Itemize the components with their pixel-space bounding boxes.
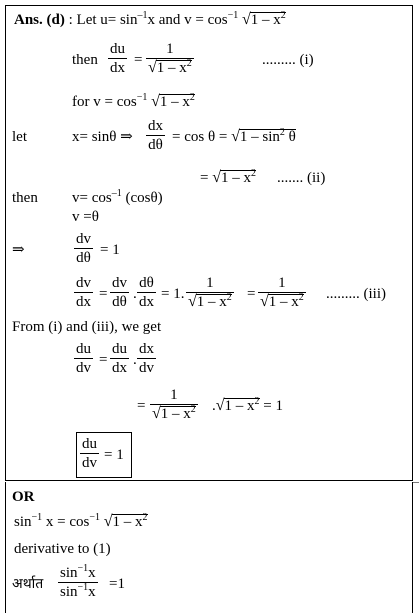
square-superscript: 2 — [280, 10, 286, 21]
equals-sign: = — [137, 398, 146, 414]
denominator: dx — [112, 360, 127, 376]
numerator: 1 — [278, 275, 286, 291]
cos-theta-text: = cos θ = — [172, 129, 228, 145]
box-divider-dash — [413, 482, 419, 483]
denominator: $√1 - x^2$ — [152, 404, 196, 422]
du-dv-fraction — [74, 341, 93, 376]
denominator: dx — [110, 60, 125, 76]
numerator — [58, 565, 98, 581]
numerator: dv — [76, 231, 91, 247]
v-cos-cos-line — [72, 190, 163, 206]
square-superscript: 2 — [186, 58, 192, 69]
equation-tag-i: ......... (i) — [262, 52, 314, 68]
radicand-text: 1 – x — [156, 60, 187, 76]
numerator: dv — [112, 275, 127, 291]
derivative-text: derivative to (1) — [14, 541, 111, 557]
denominator: dx — [139, 294, 154, 310]
denominator — [58, 584, 98, 600]
equals-one: = 1 — [104, 447, 124, 463]
answer-label: Ans. (d) — [14, 12, 65, 28]
inverse-superscript: −1 — [77, 582, 89, 593]
x-sin-theta: x= sinθ ⇒ — [72, 129, 133, 145]
let-u-text: : Let u= sin — [64, 12, 138, 28]
radicand-text: 1 – x — [159, 94, 190, 110]
equals-one-final: =1 — [109, 576, 125, 592]
then-label-2: then — [12, 190, 38, 206]
root-expr-ii: = $√1 - x^2$ — [200, 168, 256, 186]
numerator: 1 — [166, 41, 174, 57]
numerator: 1 — [170, 387, 178, 403]
equals-sign: = — [247, 286, 256, 302]
denominator: dθ — [76, 250, 91, 266]
inverse-superscript: −1 — [89, 512, 101, 523]
square-superscript: 2 — [190, 404, 196, 415]
square-superscript: 2 — [142, 512, 148, 523]
square-superscript: 2 — [279, 127, 285, 138]
identity-line: $\sin^{-1} x = \cos^{-1} √1 - x^2$ — [14, 512, 148, 530]
square-superscript: 2 — [189, 92, 195, 103]
radicand-text: 1 – x — [160, 406, 191, 422]
denominator: $√1 - x^2$ — [148, 58, 192, 76]
radicand-text: 1 – x — [268, 294, 299, 310]
inverse-superscript: –1 — [111, 188, 122, 199]
sin-inv-ratio-fraction — [58, 565, 98, 600]
one-over-root-fraction — [146, 41, 194, 76]
denominator: dθ — [112, 294, 127, 310]
radicand-text: 1 – x — [224, 398, 255, 414]
inverse-superscript: −1 — [77, 563, 89, 574]
inverse-superscript: −1 — [31, 512, 43, 523]
dx-dtheta-fraction — [146, 118, 165, 153]
solution-box — [5, 5, 413, 481]
arthat-text: अर्थात — [12, 576, 44, 592]
equals-sign: = — [99, 286, 108, 302]
equation-tag-ii: ....... (ii) — [277, 170, 326, 186]
sin-text: sin — [60, 584, 78, 600]
for-v-line: for $v = \cos^{-1} √1 - x^2$ — [72, 92, 195, 110]
one-over-root-fraction-3 — [258, 275, 306, 310]
square-superscript: 2 — [226, 292, 232, 303]
dot-operator: . — [133, 352, 137, 368]
equals-sign: = — [134, 52, 143, 68]
one-over-root-fraction-4 — [150, 387, 198, 422]
numerator: dv — [76, 275, 91, 291]
square-superscript: 2 — [251, 168, 256, 179]
root-times-expr: $.√1 - x^2 = 1$ — [212, 396, 283, 414]
dtheta-dx-fraction — [137, 275, 156, 310]
dv-dx-fraction — [74, 275, 93, 310]
denominator: dv — [139, 360, 154, 376]
v-cos-text: v= cos — [72, 190, 112, 206]
from-text: From (i) and (iii), we get — [12, 319, 162, 335]
denominator: $√1 - x^2$ — [188, 292, 232, 310]
sin-text: sin — [60, 565, 78, 581]
equals-one-dot: = 1. — [161, 286, 185, 302]
du-dv-result-fraction — [80, 436, 99, 471]
du-dx-fraction — [108, 41, 127, 76]
radicand-text: 1 – x — [112, 514, 143, 530]
radicand-text: 1 – sin — [239, 129, 280, 145]
dot-operator: . — [133, 286, 137, 302]
square-superscript: 2 — [254, 396, 260, 407]
numerator: 1 — [206, 275, 214, 291]
inverse-superscript: −1 — [136, 92, 148, 103]
numerator: dx — [148, 118, 163, 134]
sqrt-sign: √ — [242, 11, 251, 28]
or-label: OR — [12, 489, 35, 505]
denominator: dv — [76, 360, 91, 376]
inverse-superscript: −1 — [227, 10, 239, 21]
radicand-text: 1 – x — [196, 294, 227, 310]
denominator: dv — [82, 455, 97, 471]
numerator: du — [82, 436, 97, 452]
numerator: dθ — [139, 275, 154, 291]
denominator: $√1 - x^2$ — [260, 292, 304, 310]
x-text: x — [88, 565, 96, 581]
equals-one: = 1 — [100, 242, 120, 258]
for-v-text: for v = cos — [72, 94, 137, 110]
x-text: x — [88, 584, 96, 600]
then-label-1: then — [72, 52, 98, 68]
one-over-root-fraction-2 — [186, 275, 234, 310]
numerator: dx — [139, 341, 154, 357]
let-v-text: x and v = cos — [147, 12, 228, 28]
square-superscript: 2 — [298, 292, 304, 303]
sin-text: sin — [14, 514, 32, 530]
dx-dv-fraction — [137, 341, 156, 376]
equals-sign: = — [200, 170, 209, 186]
cos-theta-paren: (cosθ) — [121, 190, 163, 206]
numerator: du — [110, 41, 125, 57]
denominator: dθ — [148, 137, 163, 153]
dv-dtheta-fraction — [74, 231, 93, 266]
numerator: du — [76, 341, 91, 357]
dv-dtheta-fraction-2 — [110, 275, 129, 310]
v-theta-line: v =θ — [72, 209, 99, 225]
denominator: dx — [76, 294, 91, 310]
cos-part-text: x = cos — [45, 514, 90, 530]
equals-one: = 1 — [263, 398, 283, 414]
radicand — [250, 12, 286, 28]
du-dx-fraction-2 — [110, 341, 129, 376]
theta-text: θ — [288, 129, 296, 145]
answer-intro — [14, 12, 286, 28]
let-label: let — [12, 129, 27, 145]
radicand-text: 1 – x — [250, 12, 281, 28]
cos-theta-expr: = $\cos \theta = √1 - \sin^2 \theta$ — [172, 127, 296, 145]
implies-arrow: ⇒ — [12, 242, 25, 258]
equals-sign: = — [99, 352, 108, 368]
radicand-text: 1 – x — [221, 170, 251, 186]
equation-tag-iii: ......... (iii) — [326, 286, 386, 302]
inverse-superscript: –1 — [137, 10, 148, 21]
numerator: du — [112, 341, 127, 357]
